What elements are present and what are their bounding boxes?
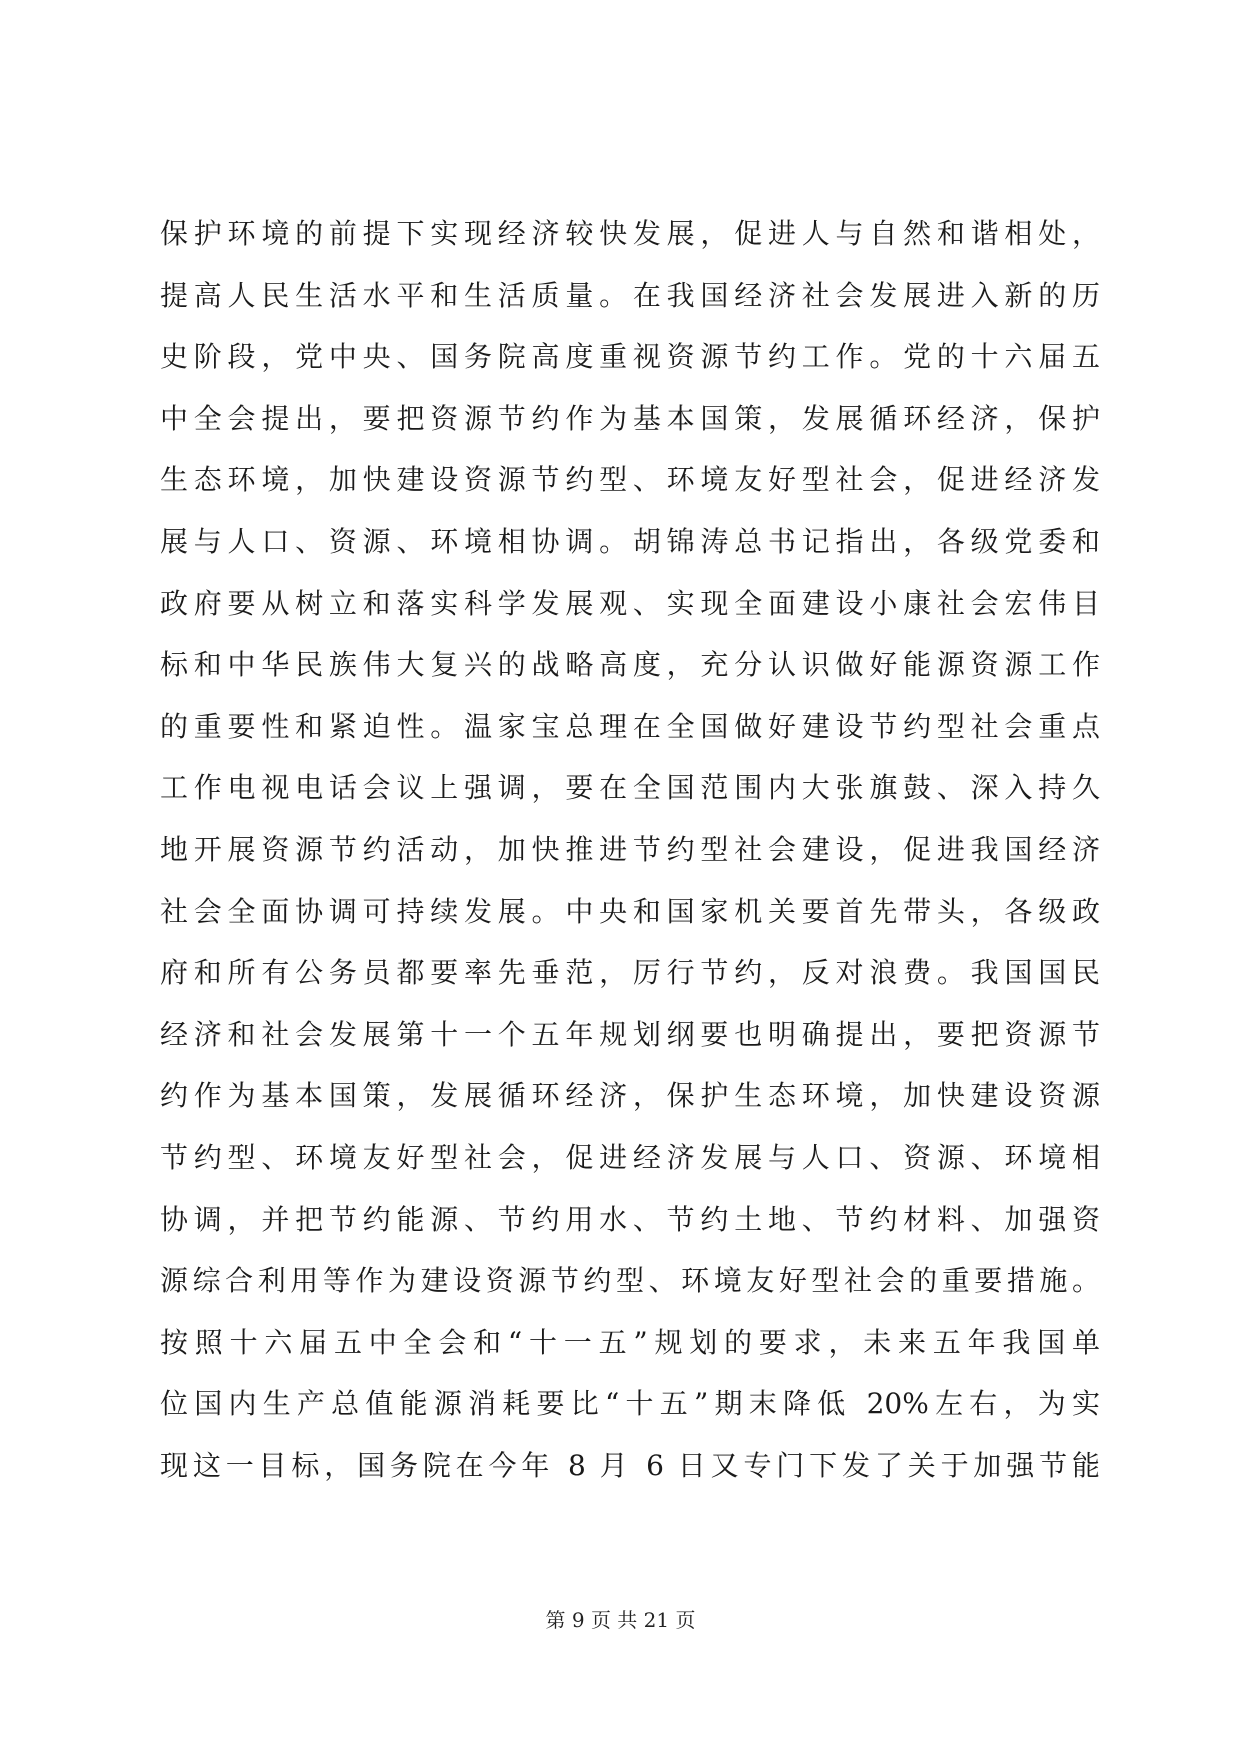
text-line: 展与人口、资源、环境相协调。胡锦涛总书记指出，各级党委和 bbox=[160, 524, 1100, 558]
text-line: 位国内生产总值能源消耗要比“十五”期末降低 20%左右，为实 bbox=[160, 1387, 1100, 1421]
text-line: 中全会提出，要把资源节约作为基本国策，发展循环经济，保护 bbox=[160, 401, 1100, 435]
text-line: 节约型、环境友好型社会，促进经济发展与人口、资源、环境相 bbox=[160, 1140, 1100, 1174]
text-line: 协调，并把节约能源、节约用水、节约土地、节约材料、加强资 bbox=[160, 1202, 1100, 1236]
text-line: 标和中华民族伟大复兴的战略高度，充分认识做好能源资源工作 bbox=[160, 648, 1100, 682]
text-line: 社会全面协调可持续发展。中央和国家机关要首先带头，各级政 bbox=[160, 894, 1100, 928]
text-line: 源综合利用等作为建设资源节约型、环境友好型社会的重要措施。 bbox=[160, 1264, 1100, 1298]
page-number-footer: 第 9 页 共 21 页 bbox=[545, 1608, 696, 1632]
text-line: 生态环境，加快建设资源节约型、环境友好型社会，促进经济发 bbox=[160, 463, 1100, 497]
text-line: 政府要从树立和落实科学发展观、实现全面建设小康社会宏伟目 bbox=[160, 586, 1100, 620]
text-line: 保护环境的前提下实现经济较快发展，促进人与自然和谐相处， bbox=[160, 217, 1100, 250]
text-line: 史阶段，党中央、国务院高度重视资源节约工作。党的十六届五 bbox=[160, 340, 1100, 374]
text-line: 经济和社会发展第十一个五年规划纲要也明确提出，要把资源节 bbox=[160, 1017, 1100, 1051]
text-line: 工作电视电话会议上强调，要在全国范围内大张旗鼓、深入持久 bbox=[160, 771, 1100, 805]
text-line: 按照十六届五中全会和“十一五”规划的要求，未来五年我国单 bbox=[160, 1325, 1100, 1359]
text-line: 现这一目标，国务院在今年 8 月 6 日又专门下发了关于加强节能 bbox=[160, 1448, 1100, 1482]
text-line: 的重要性和紧迫性。温家宝总理在全国做好建设节约型社会重点 bbox=[160, 709, 1100, 743]
text-line: 地开展资源节约活动，加快推进节约型社会建设，促进我国经济 bbox=[160, 832, 1100, 866]
text-line: 约作为基本国策，发展循环经济，保护生态环境，加快建设资源 bbox=[160, 1079, 1100, 1113]
body-text bbox=[160, 203, 1100, 1496]
text-line: 府和所有公务员都要率先垂范，厉行节约，反对浪费。我国国民 bbox=[160, 956, 1100, 990]
text-line: 提高人民生活水平和生活质量。在我国经济社会发展进入新的历 bbox=[160, 278, 1100, 312]
